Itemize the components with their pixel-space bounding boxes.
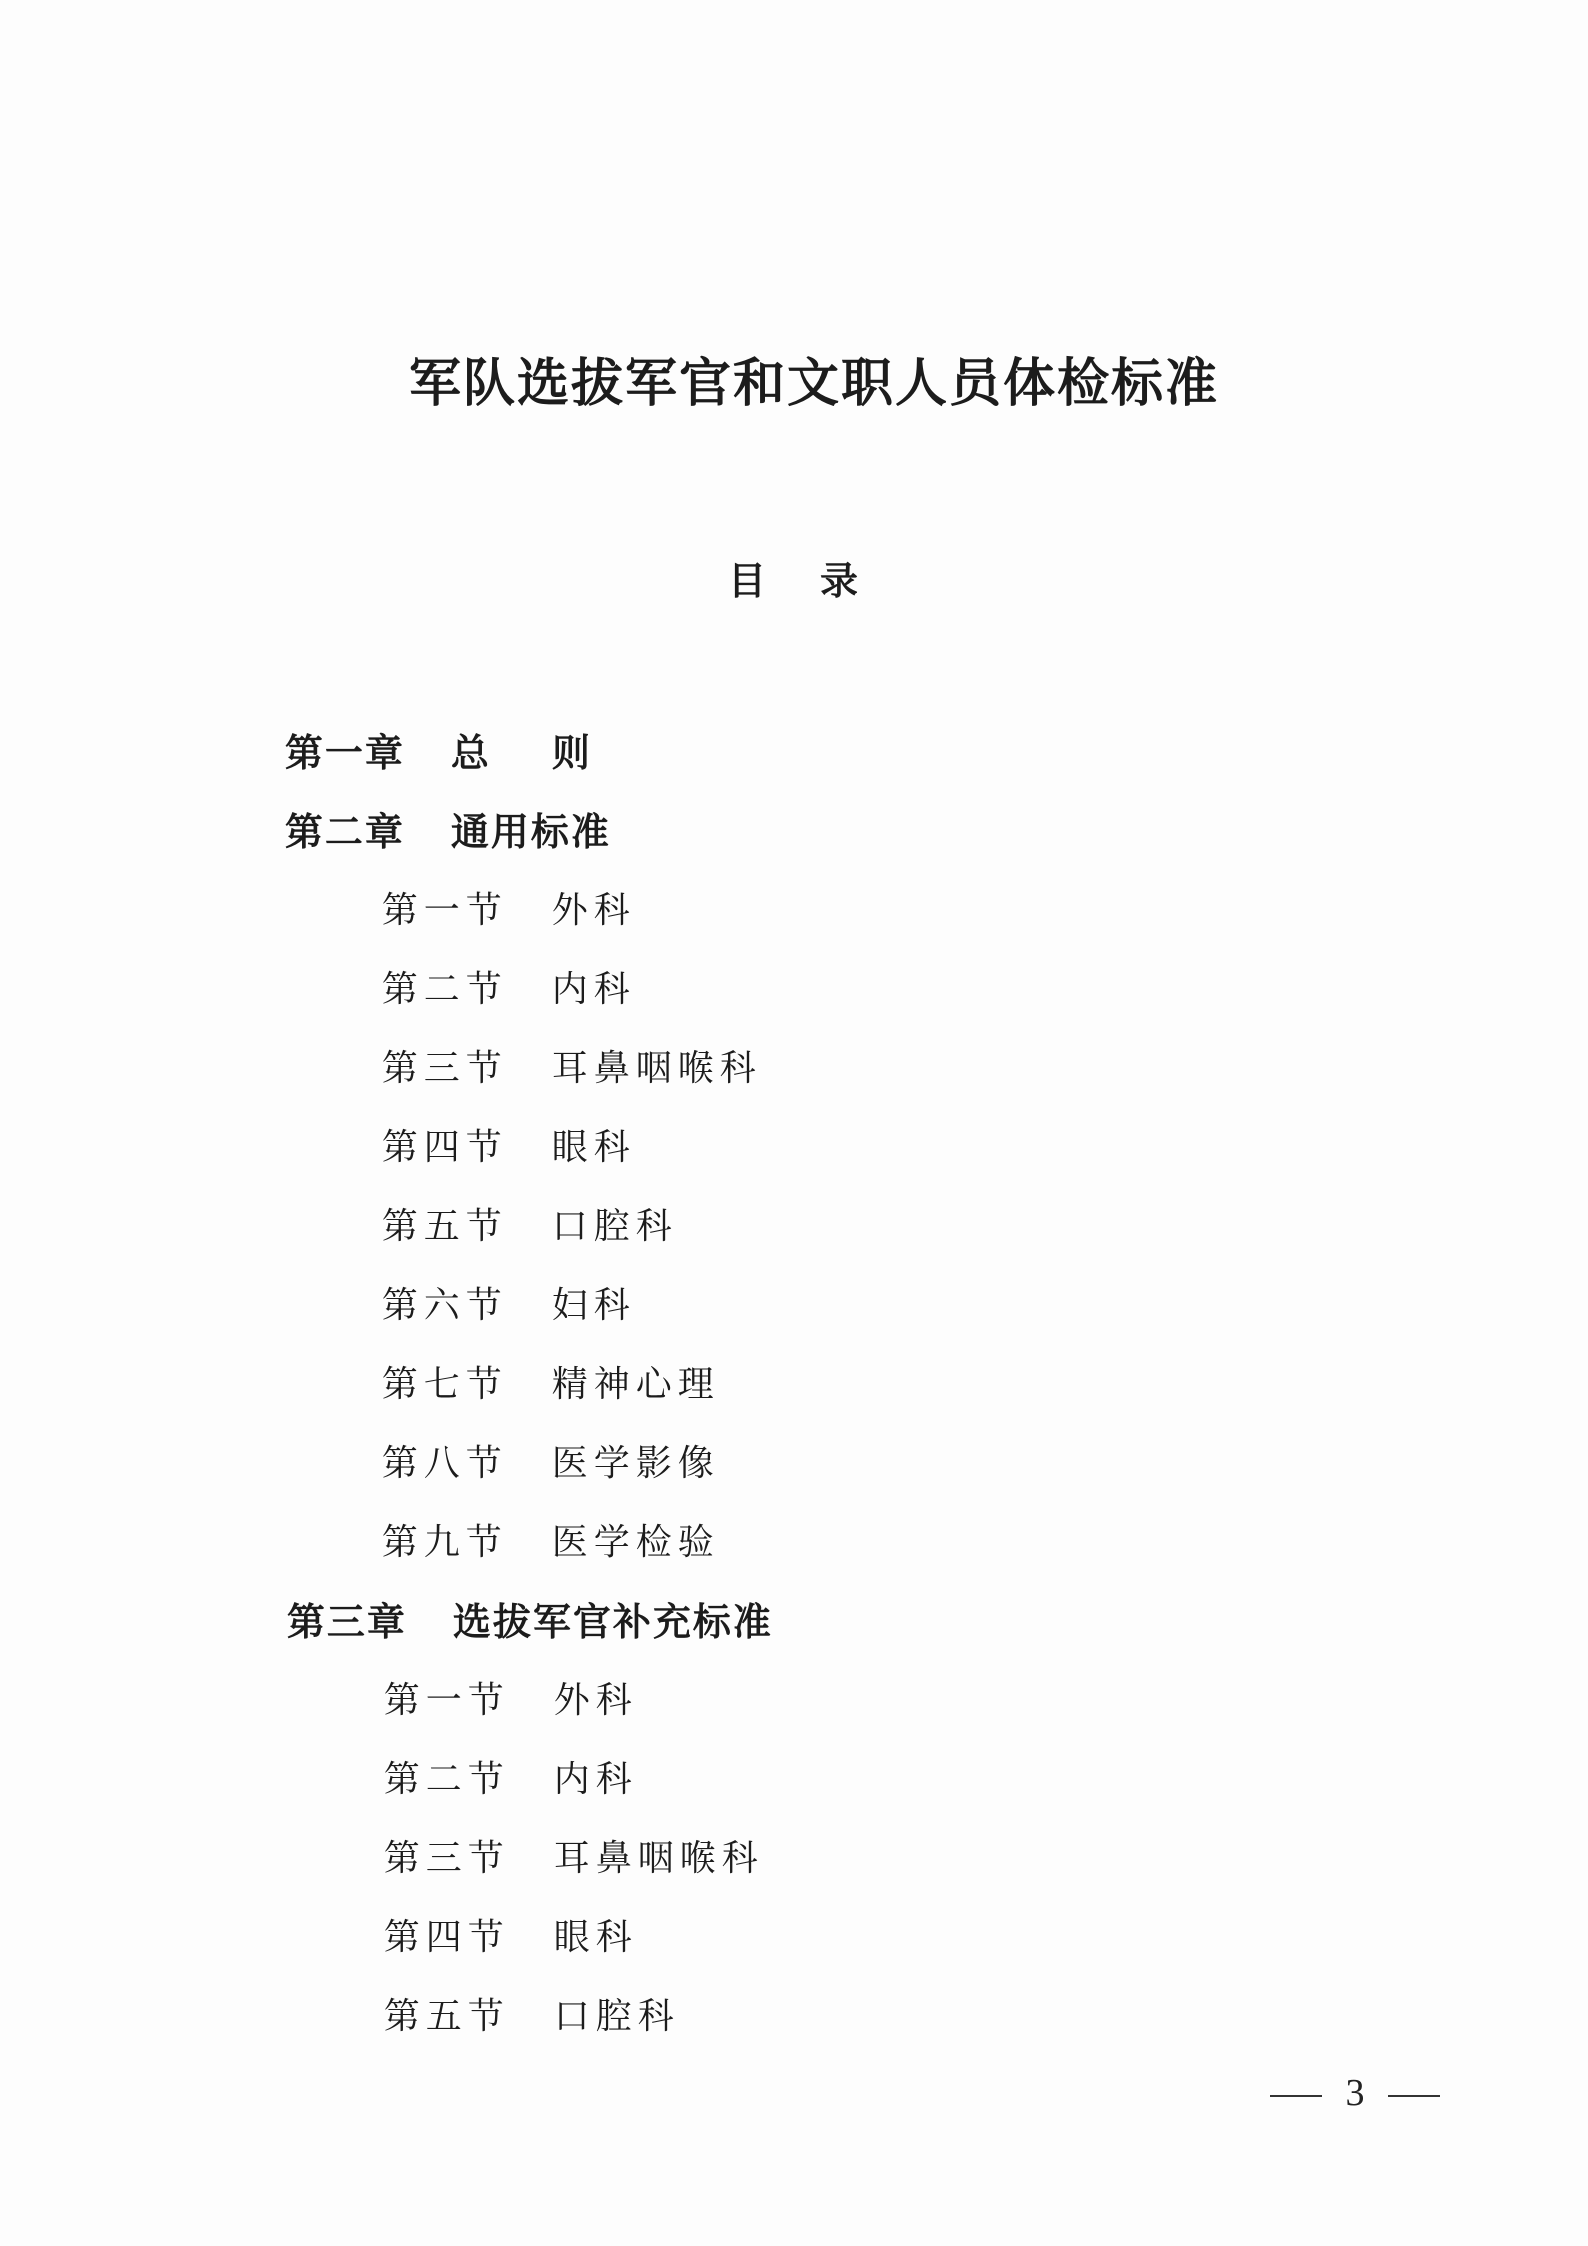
toc-section-number: 第三节 <box>383 1838 510 1879</box>
toc-section-title: 口腔科 <box>551 1206 678 1247</box>
page-number <box>1232 2018 1440 2168</box>
toc-chapter-number: 第二章 <box>284 810 405 854</box>
toc-chapter-title: 通用标准 <box>450 810 611 854</box>
document-title: 军队选拔军官和文职人员体检标准 <box>408 354 1219 414</box>
toc-section[interactable] <box>314 1942 680 2092</box>
toc-section-title: 妇科 <box>551 1285 636 1326</box>
toc-section-number: 第七节 <box>381 1364 508 1405</box>
toc-chapter-number: 第三章 <box>286 1600 407 1644</box>
toc-section-title: 医学影像 <box>551 1443 720 1484</box>
toc-chapter-title: 选拔军官补充标准 <box>452 1600 773 1644</box>
toc-section-title: 眼科 <box>551 1127 636 1168</box>
toc-section-title: 耳鼻咽喉科 <box>551 1048 762 1089</box>
toc-section-number: 第三节 <box>381 1048 508 1089</box>
toc-section-title: 口腔科 <box>553 1996 680 2037</box>
toc-section-title: 精神心理 <box>551 1364 720 1405</box>
page-number-dash-left <box>1270 2095 1322 2097</box>
toc-section-title: 眼科 <box>553 1917 638 1958</box>
toc-section-number: 第五节 <box>383 1996 510 2037</box>
toc-section-number: 第九节 <box>381 1522 508 1563</box>
toc-section-number: 第八节 <box>381 1443 508 1484</box>
toc-section-title: 内科 <box>551 969 636 1010</box>
page-number-value: 3 <box>1345 2072 1365 2114</box>
toc-section-number: 第一节 <box>381 890 508 931</box>
toc-section-number: 第六节 <box>381 1285 508 1326</box>
toc-section-number: 第二节 <box>383 1759 510 1800</box>
toc-heading: 目录 <box>728 559 913 603</box>
toc-section-title: 外科 <box>551 890 636 931</box>
toc-section-number: 第一节 <box>383 1680 510 1721</box>
toc-section-title: 医学检验 <box>551 1522 720 1563</box>
page-number-dash-right <box>1388 2095 1440 2097</box>
toc-section-number: 第四节 <box>381 1127 508 1168</box>
toc-section-number: 第五节 <box>381 1206 508 1247</box>
toc-section-number: 第二节 <box>381 969 508 1010</box>
toc-section-title: 内科 <box>553 1759 638 1800</box>
toc-chapter-number: 第一章 <box>284 731 405 775</box>
toc-chapter-title: 总 则 <box>450 731 592 775</box>
toc-section-title: 外科 <box>553 1680 638 1721</box>
toc-section-number: 第四节 <box>383 1917 510 1958</box>
toc-section-title: 耳鼻咽喉科 <box>553 1838 764 1879</box>
